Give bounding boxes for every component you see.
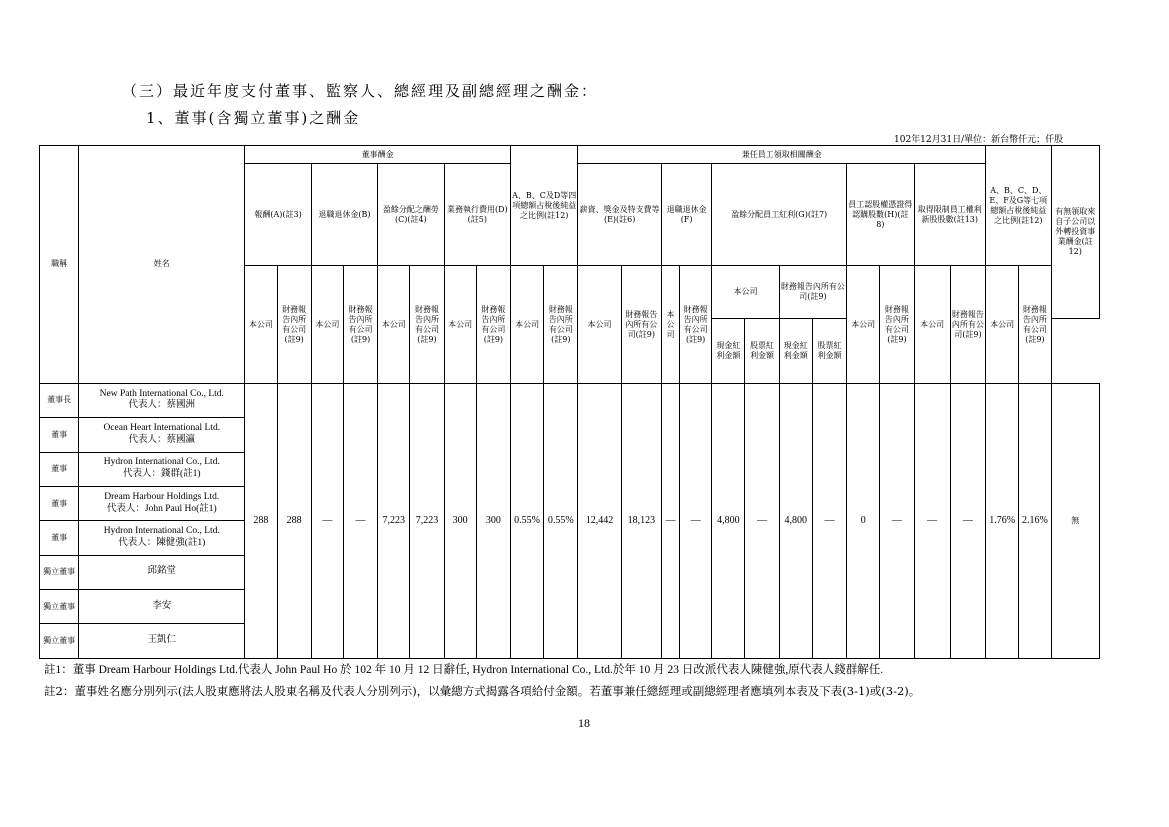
sub-f-all: 財務報告內所有公司(註9) [680, 266, 712, 383]
value-b-company: — [311, 383, 343, 658]
sub-a-all: 財務報告內所有公司(註9) [277, 266, 311, 383]
value-h-all: — [880, 383, 914, 658]
sub-d-company: 本公司 [444, 266, 476, 383]
sub-a-company: 本公司 [245, 266, 277, 383]
sub-g-company: 本公司 [712, 266, 779, 319]
page-number: 18 [578, 716, 590, 730]
sub-d-all: 財務報告內所有公司(註9) [476, 266, 510, 383]
row-title: 董事 [40, 452, 79, 486]
header-rem-h: 員工認股權憑證得認購股數(H)(註8) [847, 164, 914, 266]
sub-total-company: 本公司 [986, 266, 1019, 383]
value-h-company: 0 [847, 383, 880, 658]
value-abcd-company: 0.55% [511, 383, 544, 658]
header-rem-b: 退職退休金(B) [311, 164, 377, 266]
sub-b-all: 財務報告內所有公司(註9) [343, 266, 377, 383]
header-rem-f: 退職退休金(F) [661, 164, 711, 266]
row-name: 王凱仁 [79, 624, 245, 659]
sub-h-all: 財務報告內所有公司(註9) [880, 266, 914, 383]
value-e-company: 12,442 [578, 383, 621, 658]
value-i-company: — [914, 383, 950, 658]
row-name: 李安 [79, 590, 245, 624]
value-other-investee: 無 [1051, 383, 1100, 658]
value-g-co-stock: — [745, 383, 779, 658]
value-abcd-all: 0.55% [544, 383, 578, 658]
header-abcd-ratio: A、B、C及D等四項總額占稅後純益之比例(註12) [511, 146, 578, 266]
value-g-co-cash: 4,800 [712, 383, 745, 658]
sub-g-co-cash: 現金紅利金額 [712, 319, 745, 384]
value-total-company: 1.76% [986, 383, 1019, 658]
sub-c-company: 本公司 [378, 266, 410, 383]
sub-h-company: 本公司 [847, 266, 880, 383]
row-title: 獨立董事 [40, 590, 79, 624]
header-rem-g: 盈餘分配員工紅利(G)(註7) [712, 164, 847, 266]
header-rem-c: 盈餘分配之酬勞(C)(註4) [378, 164, 444, 266]
value-e-all: 18,123 [621, 383, 661, 658]
section-heading: （三）最近年度支付董事、監察人、總經理及副總經理之酬金： [122, 82, 599, 100]
value-c-all: 7,223 [410, 383, 444, 658]
sub-abcd-company: 本公司 [511, 266, 544, 383]
row-name: 邱銘堂 [79, 555, 245, 589]
value-c-company: 7,223 [378, 383, 410, 658]
row-name: Hydron International Co., Ltd. 代表人：錢群(註1) [79, 452, 245, 486]
header-abcdefg-ratio: A、B、C、D、E、F及G等七項總額占稅後純益之比例(註12) [986, 146, 1051, 266]
header-title: 職稱 [40, 146, 79, 384]
header-name: 姓名 [79, 146, 245, 384]
row-name: Dream Harbour Holdings Ltd. 代表人：John Paul Ho(註1) [79, 486, 245, 520]
director-remuneration-table [39, 145, 1100, 659]
value-a-all: 288 [277, 383, 311, 658]
sub-i-all: 財務報告內所有公司(註9) [950, 266, 985, 383]
row-title: 董事長 [40, 383, 79, 417]
unit-note: 102年12月31日/單位：新台幣仟元；仟股 [894, 135, 1064, 145]
header-director-pay: 董事酬金 [245, 146, 511, 164]
row-name: New Path International Co., Ltd. 代表人：蔡國洲 [79, 383, 245, 417]
header-rem-d: 業務執行費用(D)(註5) [444, 164, 510, 266]
sub-f-company: 本公司 [661, 266, 679, 383]
value-total-all: 2.16% [1019, 383, 1051, 658]
row-title: 董事 [40, 521, 79, 555]
header-rem-a: 報酬(A)(註3) [245, 164, 311, 266]
value-f-all: — [680, 383, 712, 658]
header-employee-pay: 兼任員工領取相關酬金 [578, 146, 986, 164]
header-other-investee: 有無領取來自子公司以外轉投資事業酬金(註12) [1051, 146, 1100, 319]
value-i-all: — [950, 383, 985, 658]
value-f-company: — [661, 383, 679, 658]
sub-e-company: 本公司 [578, 266, 621, 383]
header-rem-i: 取得限制員工權利新股股數(註13) [914, 164, 986, 266]
value-g-all-stock: — [812, 383, 846, 658]
row-title: 董事 [40, 418, 79, 452]
row-title: 董事 [40, 486, 79, 520]
sub-g-all-stock: 股票紅利金額 [812, 319, 846, 384]
sub-c-all: 財務報告內所有公司(註9) [410, 266, 444, 383]
row-name: Ocean Heart International Ltd. 代表人：蔡國瀛 [79, 418, 245, 452]
sub-e-all: 財務報告內所有公司(註9) [621, 266, 661, 383]
sub-g-co-stock: 股票紅利金額 [745, 319, 779, 384]
value-g-all-cash: 4,800 [779, 383, 812, 658]
value-d-company: 300 [444, 383, 476, 658]
sub-abcd-all: 財務報告內所有公司(註9) [544, 266, 578, 383]
value-b-all: — [343, 383, 377, 658]
row-title: 獨立董事 [40, 555, 79, 589]
sub-g-all-cash: 現金紅利金額 [779, 319, 812, 384]
sub-g-all: 財務報告內所有公司(註9) [779, 266, 846, 319]
row-title: 獨立董事 [40, 624, 79, 659]
sub-b-company: 本公司 [311, 266, 343, 383]
footnote-1: 註1：董事 Dream Harbour Holdings Ltd.代表人 John Paul Ho 於 102 年 10 月 12 日辭任, Hydron International Co., Ltd.於年 10 月 23 日改派代表人陳健強,原代表人錢群解任. [44, 664, 884, 676]
table-heading: 1、董事(含獨立董事)之酬金 [146, 109, 361, 127]
row-name: Hydron International Co., Ltd. 代表人：陳健強(註1) [79, 521, 245, 555]
footnote-2: 註2：董事姓名應分別列示(法人股東應將法人股東名稱及代表人分別列示)，以彙總方式揭露各項給付金額。若董事兼任總經理或副總經理者應填列本表及下表(3-1)或(3-2)。 [44, 684, 921, 698]
sub-i-company: 本公司 [914, 266, 950, 383]
value-d-all: 300 [476, 383, 510, 658]
header-rem-e: 薪資、獎金及特支費等(E)(註6) [578, 164, 662, 266]
value-a-company: 288 [245, 383, 277, 658]
sub-total-all: 財務報告內所有公司(註9) [1019, 266, 1051, 383]
